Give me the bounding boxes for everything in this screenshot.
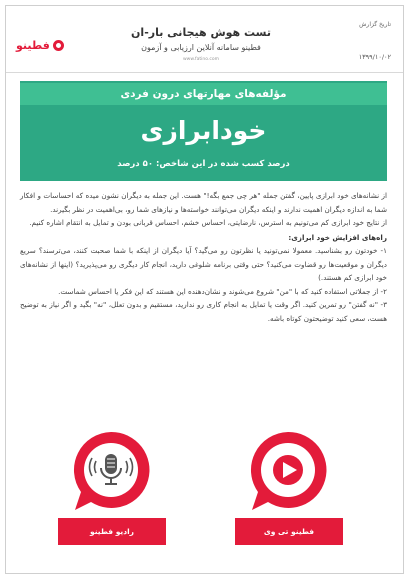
tip-1: ۱- خودتون رو بشناسید. معمولا نمی‌تونید یا نظرتون رو می‌گید؟ آیا دیگران از اینکه با شما صحبت کنند، می‌ترسند؟ سریع دیگران و موقعیت‌ها رو قضاوت می‌کنید؟ حتی وقتی برنامه شلوغی دارید، انجام کار دیگری رو می‌پذیرید؟ (اینها از نشانه‌های خود ابرازی کم هستند.) — [20, 246, 387, 282]
intro-paragraph: از نشانه‌های خود ابرازی پایین، گفتن جمله "هر چی جمع بگه!" هست. این جمله به دیگران نشون میده که احساسات و افکار شما به اندازه دیگران اهمیت ندارند و اینکه دیگران می‌توانند خواسته‌ها و نیازهای شما رو، بی‌اهمیت در نظر بگیرند. — [20, 191, 387, 214]
tip-2: ۲- از جملاتی استفاده کنید که با "من" شروع می‌شوند و نشان‌دهنده این هستند که این فکر یا احساس شماست. — [58, 286, 387, 296]
article-body — [20, 189, 387, 325]
play-video-icon[interactable] — [246, 428, 330, 512]
header-title-block — [126, 26, 276, 62]
score-text: درصد کسب شده در این شاخص: ۵۰ درصد — [117, 159, 290, 169]
logo-text: فطینو — [16, 39, 50, 52]
microphone-podcast-icon[interactable] — [69, 428, 153, 512]
site-url: www.fatino.com — [183, 57, 219, 62]
logo-ring-icon — [53, 40, 64, 51]
test-title: تست هوش هیجانی بار-ان — [131, 26, 271, 39]
report-page — [5, 5, 404, 574]
report-date: ۱۳۹۹/۱۰/۰۲ — [358, 53, 391, 61]
ways-heading: راه‌های افزایش خود ابرازی: — [288, 232, 387, 242]
header-divider — [6, 72, 403, 73]
tip-3: ۳- "نه گفتن" رو تمرین کنید. اگر وقت یا تمایل به انجام کاری رو ندارید، مستقیم و بدون تعلل، "نه" بگید و اگر نیاز به توضیح هست، سعی کنید توضیحتون کوتاه باشه. — [20, 300, 387, 323]
report-header — [6, 6, 403, 76]
report-date-label: تاریخ گزارش — [359, 21, 391, 28]
results-paragraph: از نتایج خود ابرازی کم می‌تونیم به استرس، نارضایتی، احساس خشم، احساس قربانی بودن و تمایل به انتقام اشاره کنیم. — [29, 218, 387, 227]
category-label: مؤلفه‌های مهارتهای درون فردی — [120, 88, 287, 100]
section-heading: خودابرازی — [140, 116, 267, 145]
brand-logo — [16, 39, 64, 52]
test-subtitle: فطینو سامانه آنلاین ارزیابی و آزمون — [141, 43, 261, 52]
podcast-button[interactable]: رادیو فطینو — [58, 518, 166, 545]
category-strip — [20, 83, 387, 105]
section-banner — [20, 81, 387, 181]
video-button[interactable]: فطینو تی وی — [235, 518, 343, 545]
